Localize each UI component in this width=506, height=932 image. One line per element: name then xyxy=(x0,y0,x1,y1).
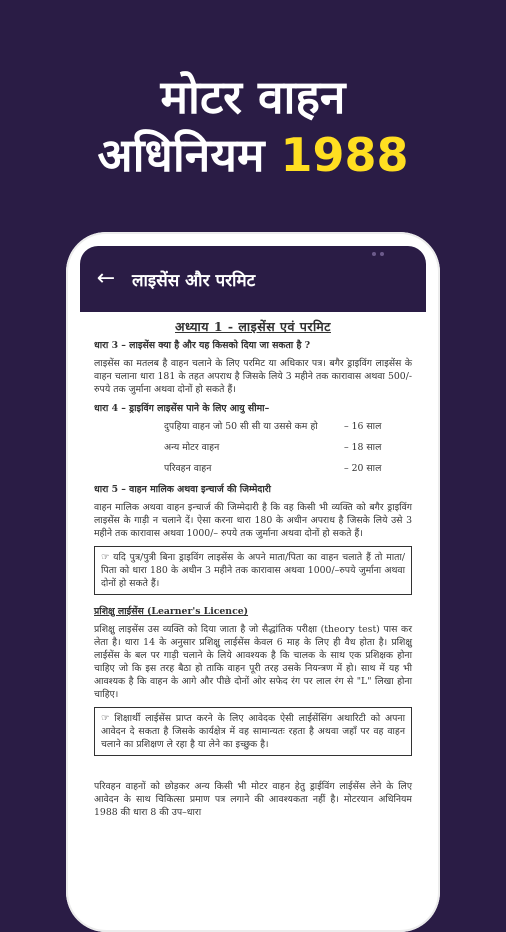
age-row xyxy=(164,420,412,433)
age-row xyxy=(164,441,412,454)
learner-licence-body: प्रशिक्षु लाइसेंस उस व्यक्ति को दिया जाता है जो सैद्धांतिक परीक्षा (theory test) पास कर लेता है। धारा 14 के अनुसार प्रशिक्षु लाईसेंस केवल 6 माह के लिए ही वैध होता है। प्रशिक्षु लाईसेंस के बल पर गाड़ी चलाने के लिये आवश्यक है कि चालक के साथ एक प्रशिक्षक होना चाहिए जो कि इस तरह बैठा हो ताकि वाहन पूरी तरह उसके नियन्त्रण में हो। साथ में यह भी आवश्यक है कि वाहन के आगे और पीछे दोनों ओर सफेद रंग पर लाल रंग से "L" लिखा होना चाहिए। xyxy=(94,624,412,700)
age-row-value: – 16 साल xyxy=(344,421,382,432)
camera-icon xyxy=(372,252,384,256)
learner-licence-title: प्रशिक्षु लाईसेंस (Learner's Licence) xyxy=(94,606,249,617)
age-row-label: अन्य मोटर वाहन xyxy=(164,442,220,453)
page-title: लाइसेंस और परमिट xyxy=(132,270,256,291)
chapter-heading: अध्याय 1 - लाइसेंस एवं परमिट xyxy=(175,319,331,334)
hero-year: 1988 xyxy=(280,128,409,182)
section-5-body: वाहन मालिक अथवा वाहन इन्चार्ज की जिम्मेदारी है कि वह किसी भी व्यक्ति को बगैर ड्राइविंग लाइसेंस के गाड़ी न चलाने दें। ऐसा करना धारा 180 के अधीन अपराध है जिसके लिये उसे 3 महीने तक कारावास अथवा 1000/– रुपये तक जुर्माना अथवा दोनों हो सकते हैं। xyxy=(94,502,412,539)
age-row xyxy=(164,462,412,475)
hero-title xyxy=(0,68,506,184)
medical-certificate-paragraph: परिवहन वाहनों को छोड़कर अन्य किसी भी मोटर वाहन हेतु ड्राईविंग लाईसेंस लेने के लिए आवेदन के साथ चिकित्सा प्रमाण पत्र लगाने की आवश्यकता नहीं है। मोटरयान अधिनियम 1988 की धारा 8 की उप–धारा xyxy=(94,781,412,818)
hero-line-2 xyxy=(0,126,506,184)
hero-line-1: मोटर वाहन xyxy=(160,70,346,124)
age-row-value: – 18 साल xyxy=(344,442,382,453)
document-page xyxy=(80,312,426,819)
section-3-body: लाइसेंस का मतलब है वाहन चलाने के लिए परमिट या अधिकार पत्र। बगैर ड्राइविंग लाइसेंस के वाहन चलाना धारा 181 के तहत अपराध है जिसके लिये 3 महीने तक कारावास अथवा 500/-रुपये तक जुर्माना अथवा दोनों हो सकते हैं। xyxy=(94,358,412,395)
phone-screen xyxy=(80,246,426,906)
back-arrow-icon[interactable]: ← xyxy=(96,266,116,291)
note-box-application: ☞ शिक्षार्थी लाईसेंस प्राप्त करने के लिए आवेदक ऐसी लाईसेंसिंग अथारिटी को अपना आवेदन दे सकता है जिसके कार्यक्षेत्र में वह सामान्यतः रहता है अथवा जहाँ पर वह वाहन चलाने का प्रशिक्षण ले रहा है या लेने का इच्छुक है। xyxy=(94,707,412,756)
section-3-title: धारा 3 – लाइसेंस क्या है और यह किसको दिया जा सकता है ? xyxy=(94,340,311,351)
section-4-title: धारा 4 – ड्राइविंग लाइसेंस पाने के लिए आयु सीमा– xyxy=(94,403,270,414)
age-row-value: – 20 साल xyxy=(344,463,382,474)
app-bar xyxy=(80,246,426,312)
note-box-parents: ☞ यदि पुत्र/पुत्री बिना ड्राइविंग लाइसेंस के अपने माता/पिता का वाहन चलाते हैं तो माता/पिता को धारा 180 के अधीन 3 महीने तक कारावास अथवा 1000/–रुपये जुर्माना अथवा दोनों हो सकते हैं। xyxy=(94,546,412,595)
age-row-label: परिवहन वाहन xyxy=(164,463,212,474)
section-5-title: धारा 5 – वाहन मालिक अथवा इन्चार्ज की जिम्मेदारी xyxy=(94,484,271,495)
age-row-label: दुपहिया वाहन जो 50 सी सी या उससे कम हो xyxy=(164,421,318,432)
hero-line-2-text: अधिनियम xyxy=(97,128,281,182)
